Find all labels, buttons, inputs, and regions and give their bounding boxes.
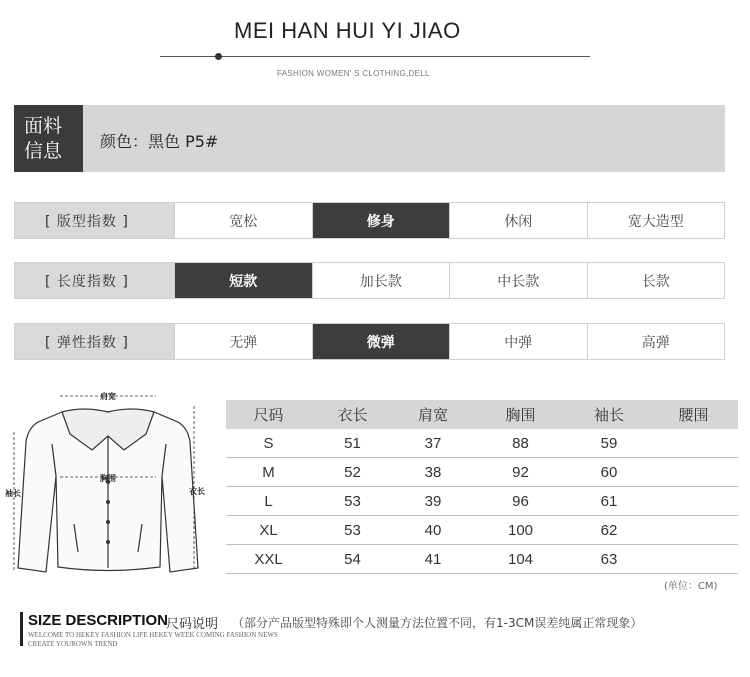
fit-option-casual: 休闲 <box>450 203 588 238</box>
cell-chest: 88 <box>512 434 529 452</box>
fit-index-row <box>14 202 725 239</box>
cell-size: XXL <box>254 550 283 568</box>
sleeve-label: 袖长 <box>5 489 21 498</box>
table-row <box>226 487 738 516</box>
length-index-label: [ 长度指数 ] <box>15 263 175 298</box>
chest-label: 胸围 <box>100 474 116 483</box>
cell-chest: 104 <box>507 550 534 568</box>
cell-length: 51 <box>344 434 361 452</box>
stretch-index-label: [ 弹性指数 ] <box>15 324 175 359</box>
fit-index-label: [ 版型指数 ] <box>15 203 175 238</box>
button-dot <box>106 540 110 544</box>
cell-sleeve: 61 <box>600 492 618 510</box>
size-table <box>226 400 738 574</box>
fabric-tag <box>14 105 83 172</box>
cell-chest: 96 <box>512 492 529 510</box>
button-dot <box>106 520 110 524</box>
table-row <box>226 429 738 458</box>
size-table-header <box>226 400 738 429</box>
cell-sleeve: 60 <box>600 463 618 481</box>
cell-sleeve: 62 <box>600 521 618 539</box>
length-option-mid: 中长款 <box>450 263 588 298</box>
cell-size: S <box>263 434 274 452</box>
table-row <box>226 516 738 545</box>
stretch-option-medium: 中弹 <box>450 324 588 359</box>
length-option-short: 短款 <box>175 263 313 298</box>
length-label: 衣长 <box>189 487 205 496</box>
cell-shoulder: 37 <box>424 434 442 452</box>
description-accent-bar <box>20 612 23 646</box>
jacket-measurement-diagram <box>4 384 216 584</box>
cell-length: 53 <box>344 521 361 539</box>
stretch-option-none: 无弹 <box>175 324 313 359</box>
shoulder-label: 肩宽 <box>100 392 116 401</box>
brand-title: MEI HAN HUI YI JIAO <box>234 18 461 43</box>
size-description-note: （部分产品版型特殊即个人测量方法位置不同，有1-3CM误差纯属正常现象） <box>232 616 643 630</box>
trend-line: CREATE YOUROWN TREND <box>28 640 118 648</box>
table-row <box>226 458 738 487</box>
header-size: 尺码 <box>253 407 284 424</box>
stretch-option-slight: 微弹 <box>313 324 451 359</box>
fabric-info-panel <box>14 105 725 172</box>
table-row <box>226 545 738 574</box>
header-dot <box>215 53 222 60</box>
cell-chest: 100 <box>507 521 534 539</box>
cell-shoulder: 39 <box>424 492 442 510</box>
welcome-line: WELCOME TO HEKEY FASHION LIFE HEKEY WEEK COMING FASHION NEWS <box>28 631 278 639</box>
fit-option-oversized: 宽大造型 <box>588 203 725 238</box>
jacket-outline <box>18 409 198 572</box>
length-option-extended: 加长款 <box>313 263 451 298</box>
unit-note: (单位：CM) <box>664 581 718 592</box>
fit-option-slim: 修身 <box>313 203 451 238</box>
header-chest: 胸围 <box>505 407 536 424</box>
brand-subtitle: FASHION WOMEN’ S CLOTHING,DELL <box>277 69 430 78</box>
cell-length: 52 <box>344 463 361 481</box>
fabric-color-text: 颜色：黑色 P5# <box>100 132 219 151</box>
header-waist: 腰围 <box>678 407 709 424</box>
cell-sleeve: 59 <box>600 434 618 452</box>
header-shoulder: 肩宽 <box>417 407 448 424</box>
cell-size: M <box>262 463 275 481</box>
length-index-row <box>14 262 725 299</box>
fit-option-loose: 宽松 <box>175 203 313 238</box>
cell-length: 54 <box>344 550 361 568</box>
stretch-option-high: 高弹 <box>588 324 725 359</box>
cell-shoulder: 38 <box>424 463 442 481</box>
header-sleeve: 袖长 <box>593 407 624 424</box>
stretch-index-row <box>14 323 725 360</box>
cell-size: L <box>264 492 273 510</box>
header-divider <box>160 56 590 57</box>
fabric-tag-line1: 面料 <box>24 115 63 137</box>
length-option-long: 长款 <box>588 263 725 298</box>
header-length: 衣长 <box>337 407 368 424</box>
cell-size: XL <box>259 521 278 539</box>
cell-length: 53 <box>344 492 361 510</box>
cell-shoulder: 41 <box>424 550 442 568</box>
fabric-tag-line2: 信息 <box>24 140 63 162</box>
size-description-title-cn: 尺码说明 <box>166 617 219 632</box>
size-description-title: SIZE DESCRIPTION <box>28 612 169 629</box>
cell-chest: 92 <box>512 463 529 481</box>
button-dot <box>106 500 110 504</box>
cell-shoulder: 40 <box>424 521 442 539</box>
cell-sleeve: 63 <box>600 550 618 568</box>
